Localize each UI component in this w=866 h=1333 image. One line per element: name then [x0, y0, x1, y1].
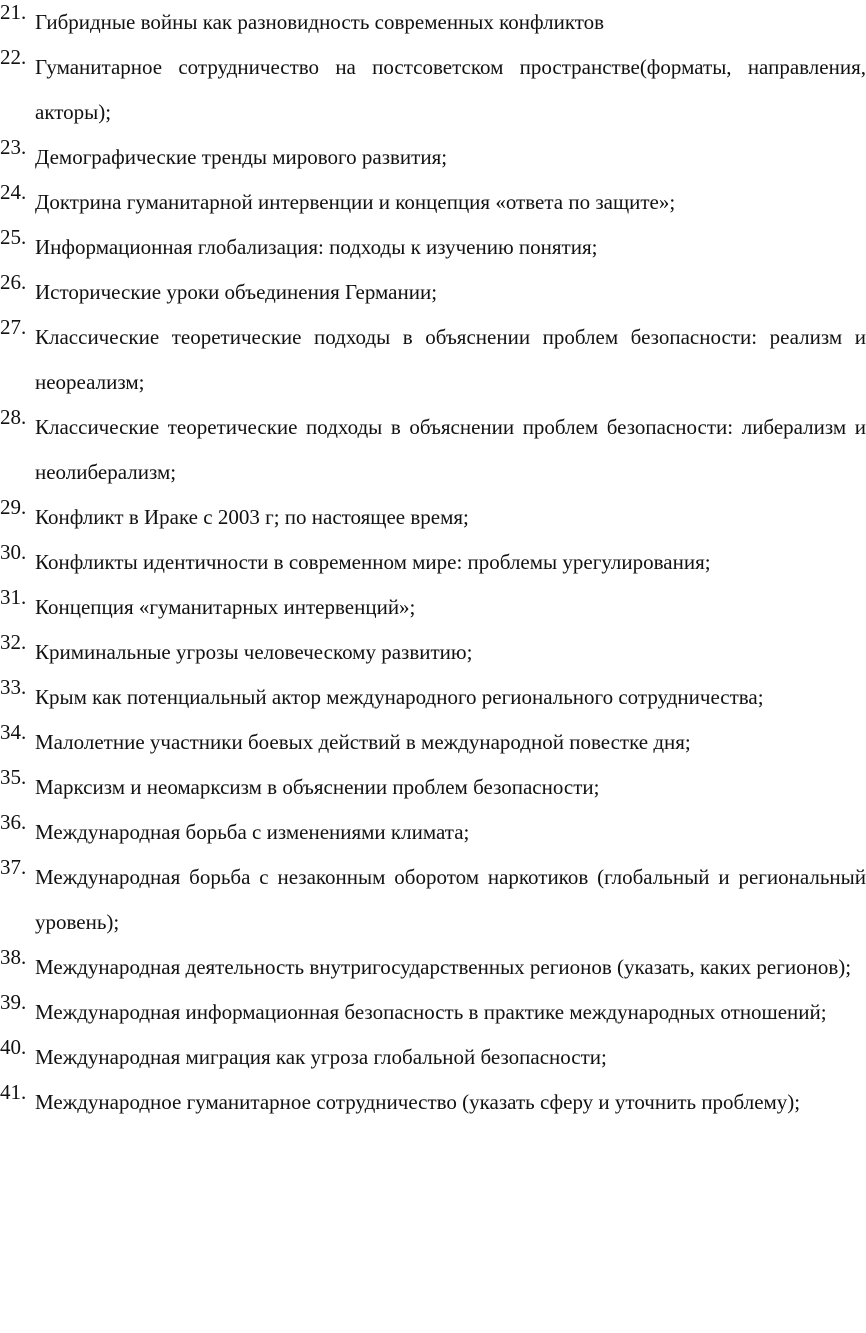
item-number: 24.: [0, 180, 27, 204]
item-text: Демографические тренды мирового развития;: [35, 145, 448, 169]
list-item: [0, 135, 866, 180]
item-text: Международная борьба с незаконным оборотом наркотиков (глобальный и региональный уровень);: [35, 865, 866, 934]
item-number: 41.: [0, 1080, 27, 1104]
item-number: 39.: [0, 990, 27, 1014]
list-item: [0, 720, 866, 765]
item-text: Международная информационная безопасность в практике международных отношений;: [35, 1000, 827, 1024]
item-text: Международная борьба с изменениями климата;: [35, 820, 470, 844]
item-number: 36.: [0, 810, 27, 834]
list-item: [0, 225, 866, 270]
item-number: 22.: [0, 45, 27, 69]
item-number: 34.: [0, 720, 27, 744]
list-item: [0, 990, 866, 1035]
item-text: Концепция «гуманитарных интервенций»;: [35, 595, 416, 619]
list-item: [0, 180, 866, 225]
list-item: [0, 270, 866, 315]
item-text: Доктрина гуманитарной интервенции и концепция «ответа по защите»;: [35, 190, 676, 214]
list-item: [0, 675, 866, 720]
list-item: [0, 495, 866, 540]
item-number: 23.: [0, 135, 27, 159]
item-text: Исторические уроки объединения Германии;: [35, 280, 438, 304]
item-text: Малолетние участники боевых действий в международной повестке дня;: [35, 730, 691, 754]
list-item: [0, 1035, 866, 1080]
list-item: [0, 0, 866, 45]
list-item: [0, 765, 866, 810]
item-number: 26.: [0, 270, 27, 294]
list-item: [0, 630, 866, 675]
item-number: 40.: [0, 1035, 27, 1059]
item-number: 31.: [0, 585, 27, 609]
item-text: Информационная глобализация: подходы к изучению понятия;: [35, 235, 598, 259]
list-item: [0, 855, 866, 945]
item-number: 27.: [0, 315, 27, 339]
item-text: Международная миграция как угроза глобальной безопасности;: [35, 1045, 607, 1069]
item-text: Криминальные угрозы человеческому развитию;: [35, 640, 473, 664]
item-number: 37.: [0, 855, 27, 879]
item-text: Гуманитарное сотрудничество на постсоветском пространстве(форматы, направления, акторы);: [35, 55, 866, 124]
item-text: Крым как потенциальный актор международного регионального сотрудничества;: [35, 685, 764, 709]
item-number: 21.: [0, 0, 27, 24]
list-item: [0, 405, 866, 495]
item-number: 33.: [0, 675, 27, 699]
list-item: [0, 945, 866, 990]
list-item: [0, 1080, 866, 1125]
item-number: 29.: [0, 495, 27, 519]
list-item: [0, 315, 866, 405]
list-item: [0, 45, 866, 135]
item-text: Классические теоретические подходы в объяснении проблем безопасности: реализм и неореализм;: [35, 325, 866, 394]
item-number: 38.: [0, 945, 27, 969]
list-item: [0, 810, 866, 855]
item-number: 28.: [0, 405, 27, 429]
item-text: Международная деятельность внутригосударственных регионов (указать, каких регионов);: [35, 955, 852, 979]
item-text: Гибридные войны как разновидность современных конфликтов: [35, 10, 605, 34]
list-item: [0, 540, 866, 585]
item-text: Международное гуманитарное сотрудничество (указать сферу и уточнить проблему);: [35, 1090, 801, 1114]
item-number: 32.: [0, 630, 27, 654]
item-text: Классические теоретические подходы в объяснении проблем безопасности: либерализм и неолиберализм;: [35, 415, 866, 484]
list-item: [0, 585, 866, 630]
item-text: Конфликт в Ираке с 2003 г; по настоящее время;: [35, 505, 469, 529]
item-number: 35.: [0, 765, 27, 789]
item-number: 30.: [0, 540, 27, 564]
item-number: 25.: [0, 225, 27, 249]
item-text: Конфликты идентичности в современном мире: проблемы урегулирования;: [35, 550, 711, 574]
item-text: Марксизм и неомарксизм в объяснении проблем безопасности;: [35, 775, 600, 799]
